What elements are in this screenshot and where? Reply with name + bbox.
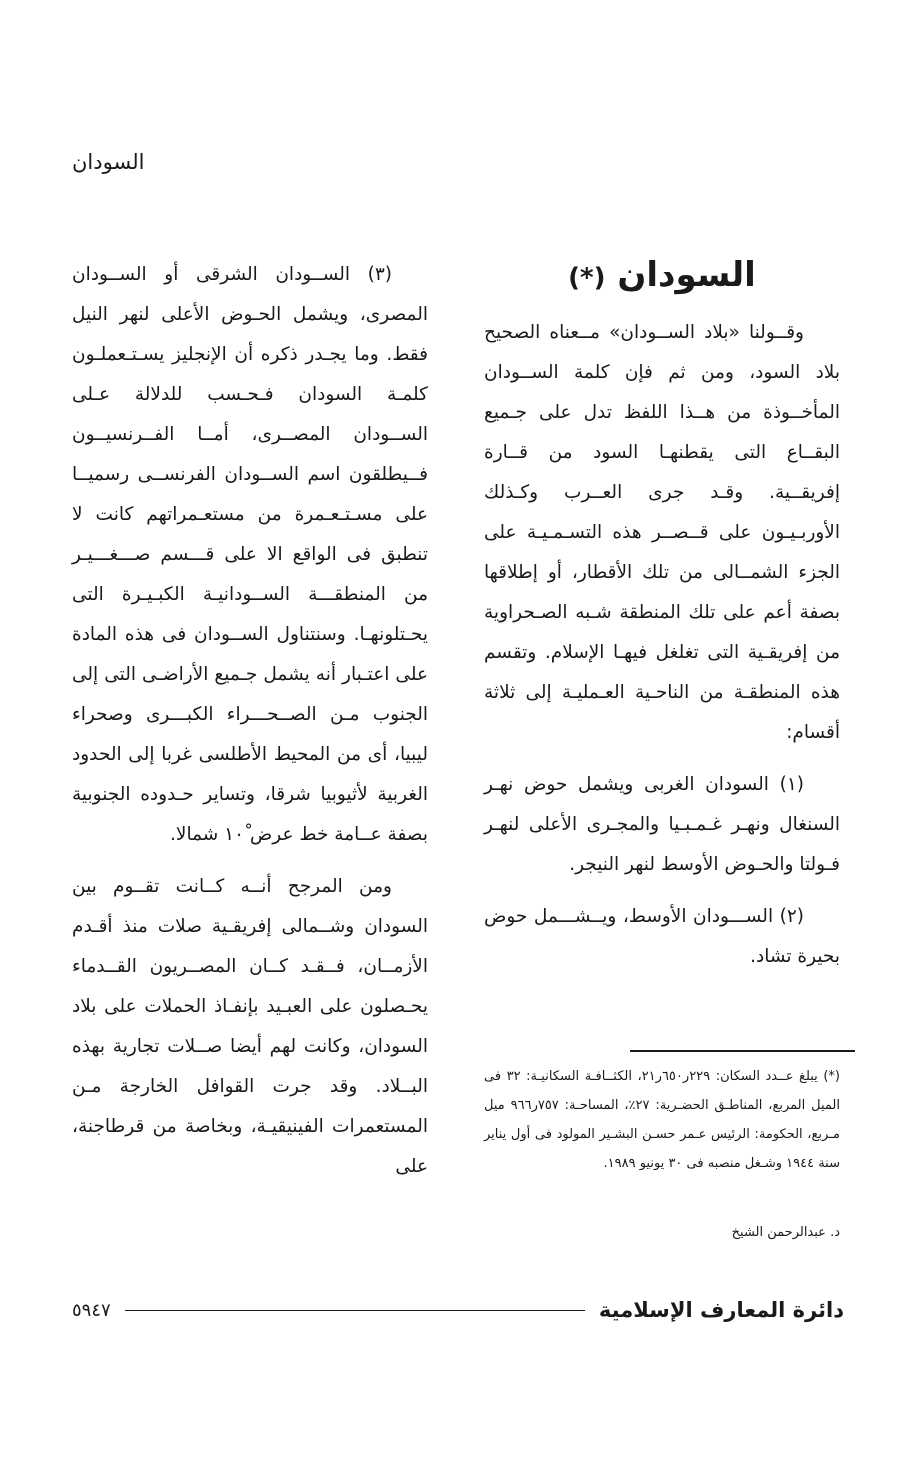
footnote: (*) يبلغ عــدد السكان: ٢٢٩ر٦٥٠ر٢١، الكثــافـة السكانيـة: ٣٢ فى الميل المربع، المناطـق الحضـرية: ٢٧٪، المساحـة: ٧٥٧ر٩٦٦ ميل مـربع، الحكومة: الرئيس عـمر حسـن البشـير المولود فى أول يناير سنة ١٩٤٤ وشـغل منصبه فى ٣٠ يونيو ١٩٨٩. xyxy=(484,1069,840,1171)
right-column xyxy=(484,250,840,977)
footer-rule xyxy=(125,1310,585,1311)
page-footer xyxy=(72,1292,844,1328)
footnote-divider xyxy=(630,1050,855,1052)
paragraph: (١) السودان الغربى ويشمل حوض نهـر السنغال ونهـر غـمـبـيا والمجـرى الأعلى لنهـر فـولتا والحـوض الأوسط لنهر النيجر. xyxy=(484,774,840,875)
article-title-text: السودان xyxy=(617,255,756,295)
author-signature: د. عبدالرحمن الشيخ xyxy=(731,1225,840,1240)
page-number: ٥٩٤٧ xyxy=(72,1299,111,1321)
encyclopedia-name: دائرة المعارف الإسلامية xyxy=(598,1298,844,1322)
title-footnote-marker: (*) xyxy=(568,263,606,293)
paragraph: وقــولنا «بلاد الســودان» مــعناه الصحيح بلاد السود، ومن ثم فإن كلمة الســودان المأخــوذة من هــذا اللفظ تدل على جـميع البقــاع التى يقطنهـا السود من قــارة إفريقــية. وقـد جرى العــرب وكـذلك الأوربـيـون على قــصــر هذه التسـمـيـة على الجزء الشمــالى من تلك الأقطار، أو إطلاقها بصفة أعم على تلك المنطقة شـبه الصـحراوية من إفريقـية التى تغلغل فيهـا الإسلام. وتقسم هذه المنطقـة من الناحـية العـمليـة إلى ثلاثة أقسام: xyxy=(484,322,840,743)
running-header: السودان xyxy=(72,150,145,174)
paragraph: (٣) الســودان الشرقى أو الســودان المصرى، ويشمل الحـوض الأعلى لنهر النيل فقط. وما يجـدر ذكره أن الإنجليز يسـتـعملـون كلمـة السودان فـحـسب للدلالة عـلى الســودان المصــرى، أمــا الفــرنسيــون فــيطلقون اسم الســودان الفرنســى رسميــا على مسـتـعـمرة من مستعـمراتهم كانت لا تنطبق فى الواقع الا على قـــسم صـــغـــيـر من المنطقـــة الســودانيـة الكبـيـرة التى يحـتلونهـا. وسنتناول الســودان فى هذه المادة على اعتـبار أنه يشمل جـميع الأراضـى التى إلى الجنوب مـن الصــحـــراء الكبـــرى وصحراء ليبيا، أى من المحيط الأطلسى غربا إلى الحدود الغربية لأثيوبيا شرقا، وتساير حـدوده الجنوبية بصفة عــامة خط عرض ١٠ْ شمالا. xyxy=(72,264,428,845)
paragraph: ومن المرجح أنــه كــانت تقــوم بين السودان وشــمالى إفريقـية صلات منذ أقـدم الأزمــان، فــقـد كــان المصــريون القــدماء يحـصلون على العبـيد بإنفـاذ الحملات على بلاد السودان، وكانت لهم أيضا صــلات تجارية بهذه البــلاد. وقد جرت القوافل الخارجة مـن المستعمرات الفينيقيـة، وبخاصة من قرطاجنة، على xyxy=(72,876,428,1177)
paragraph: (٢) الســـودان الأوسط، ويــشـــمل حوض بحيرة تشاد. xyxy=(484,906,840,967)
left-column xyxy=(72,255,428,1187)
article-title xyxy=(484,250,840,303)
